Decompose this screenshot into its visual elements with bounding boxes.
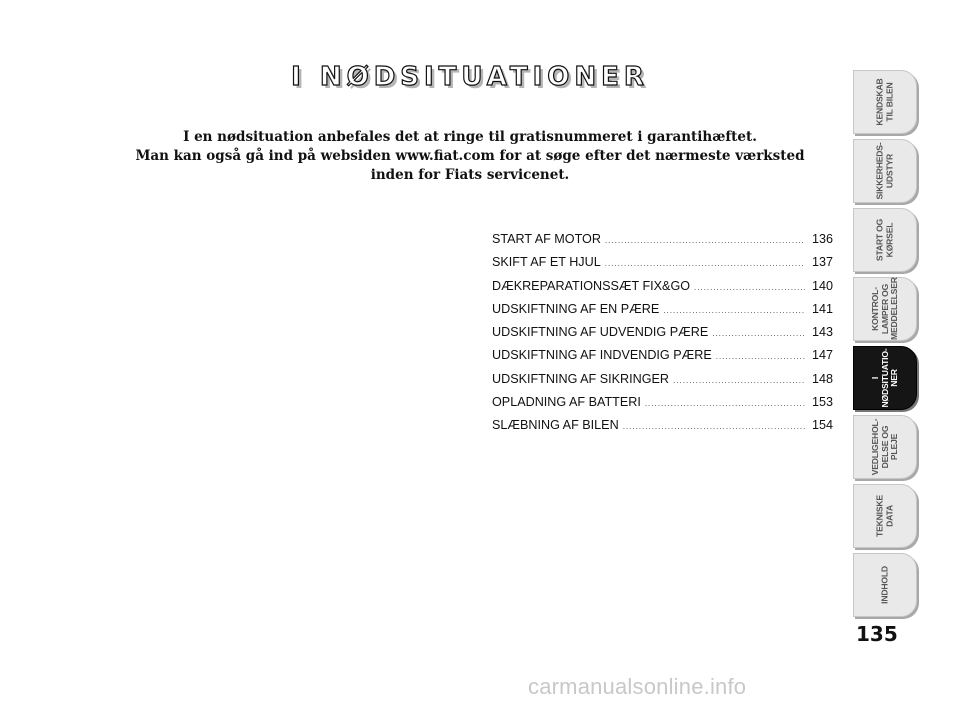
tab-kontrollamper[interactable]: [853, 277, 917, 341]
toc-item-page: 148: [811, 371, 833, 386]
toc-item-page: 147: [811, 348, 833, 363]
toc-leader-dots: [673, 376, 805, 385]
tab-label: SIKKERHEDS- UDSTYR: [874, 142, 894, 200]
toc-item-label: UDSKIFTNING AF EN PÆRE: [492, 301, 660, 316]
intro-text: [130, 128, 810, 185]
tab-kendskab-til-bilen[interactable]: [853, 70, 917, 134]
page-title: I NØDSITUATIONER: [291, 62, 649, 92]
toc-leader-dots: [605, 236, 805, 245]
toc-item[interactable]: [492, 325, 833, 348]
tab-label: START OG KØRSEL: [874, 218, 894, 262]
toc-item-label: SKIFT AF ET HJUL: [492, 255, 601, 270]
table-of-contents: [492, 232, 833, 442]
intro-line: inden for Fiats servicenet.: [370, 167, 570, 183]
tab-label: I NØDSITUATIO- NER: [869, 348, 899, 408]
tab-label: TEKNISKE DATA: [874, 495, 894, 537]
intro-line: Man kan også gå ind på websiden www.fiat.com for at søge efter det nærmeste værksted: [135, 148, 805, 164]
toc-item[interactable]: [492, 418, 833, 441]
toc-item-page: 154: [811, 418, 833, 433]
toc-leader-dots: [663, 306, 805, 315]
toc-item-label: UDSKIFTNING AF INDVENDIG PÆRE: [492, 348, 712, 363]
toc-item-label: UDSKIFTNING AF SIKRINGER: [492, 371, 670, 386]
toc-item-label: START AF MOTOR: [492, 232, 601, 246]
toc-leader-dots: [605, 259, 805, 268]
toc-item-label: DÆKREPARATIONSSÆT FIX&GO: [492, 278, 691, 293]
toc-item[interactable]: [492, 372, 833, 395]
tab-nodsituationer[interactable]: [853, 346, 917, 410]
toc-leader-dots: [694, 283, 805, 292]
toc-item-page: 136: [811, 232, 833, 246]
toc-item[interactable]: [492, 395, 833, 418]
toc-item[interactable]: [492, 302, 833, 325]
tab-indhold[interactable]: [853, 553, 917, 617]
tab-sikkerhedsudstyr[interactable]: [853, 139, 917, 203]
toc-leader-dots: [716, 352, 805, 361]
toc-item[interactable]: [492, 348, 833, 371]
tab-label: INDHOLD: [879, 566, 890, 604]
tab-label: KONTROL- LAMPER OG MEDDELELSER: [869, 277, 899, 340]
tab-label: VEDLIGEHOL- DELSE OG PLEJE: [869, 418, 899, 476]
toc-item[interactable]: [492, 232, 833, 255]
tab-label: KENDSKAB TIL BILEN: [874, 78, 894, 126]
toc-item-page: 143: [811, 325, 833, 340]
tab-vedligeholdelse[interactable]: [853, 415, 917, 479]
intro-line: I en nødsituation anbefales det at ringe til gratisnummeret i garantihæftet.: [183, 129, 757, 145]
toc-item-label: UDSKIFTNING AF UDVENDIG PÆRE: [492, 325, 709, 340]
toc-item-page: 137: [811, 255, 833, 270]
tab-start-og-korsel[interactable]: [853, 208, 917, 272]
toc-leader-dots: [623, 422, 805, 431]
tab-tekniske-data[interactable]: [853, 484, 917, 548]
page-number: 135: [856, 622, 898, 646]
watermark: carmanualsonline.info: [528, 674, 747, 699]
toc-item-page: 153: [811, 395, 833, 410]
toc-item[interactable]: [492, 255, 833, 278]
toc-leader-dots: [712, 329, 805, 338]
toc-item-label: SLÆBNING AF BILEN: [492, 418, 619, 433]
toc-leader-dots: [645, 399, 805, 408]
toc-item[interactable]: [492, 279, 833, 302]
toc-item-page: 140: [811, 278, 833, 293]
toc-item-label: OPLADNING AF BATTERI: [492, 395, 641, 410]
toc-item-page: 141: [811, 301, 833, 316]
